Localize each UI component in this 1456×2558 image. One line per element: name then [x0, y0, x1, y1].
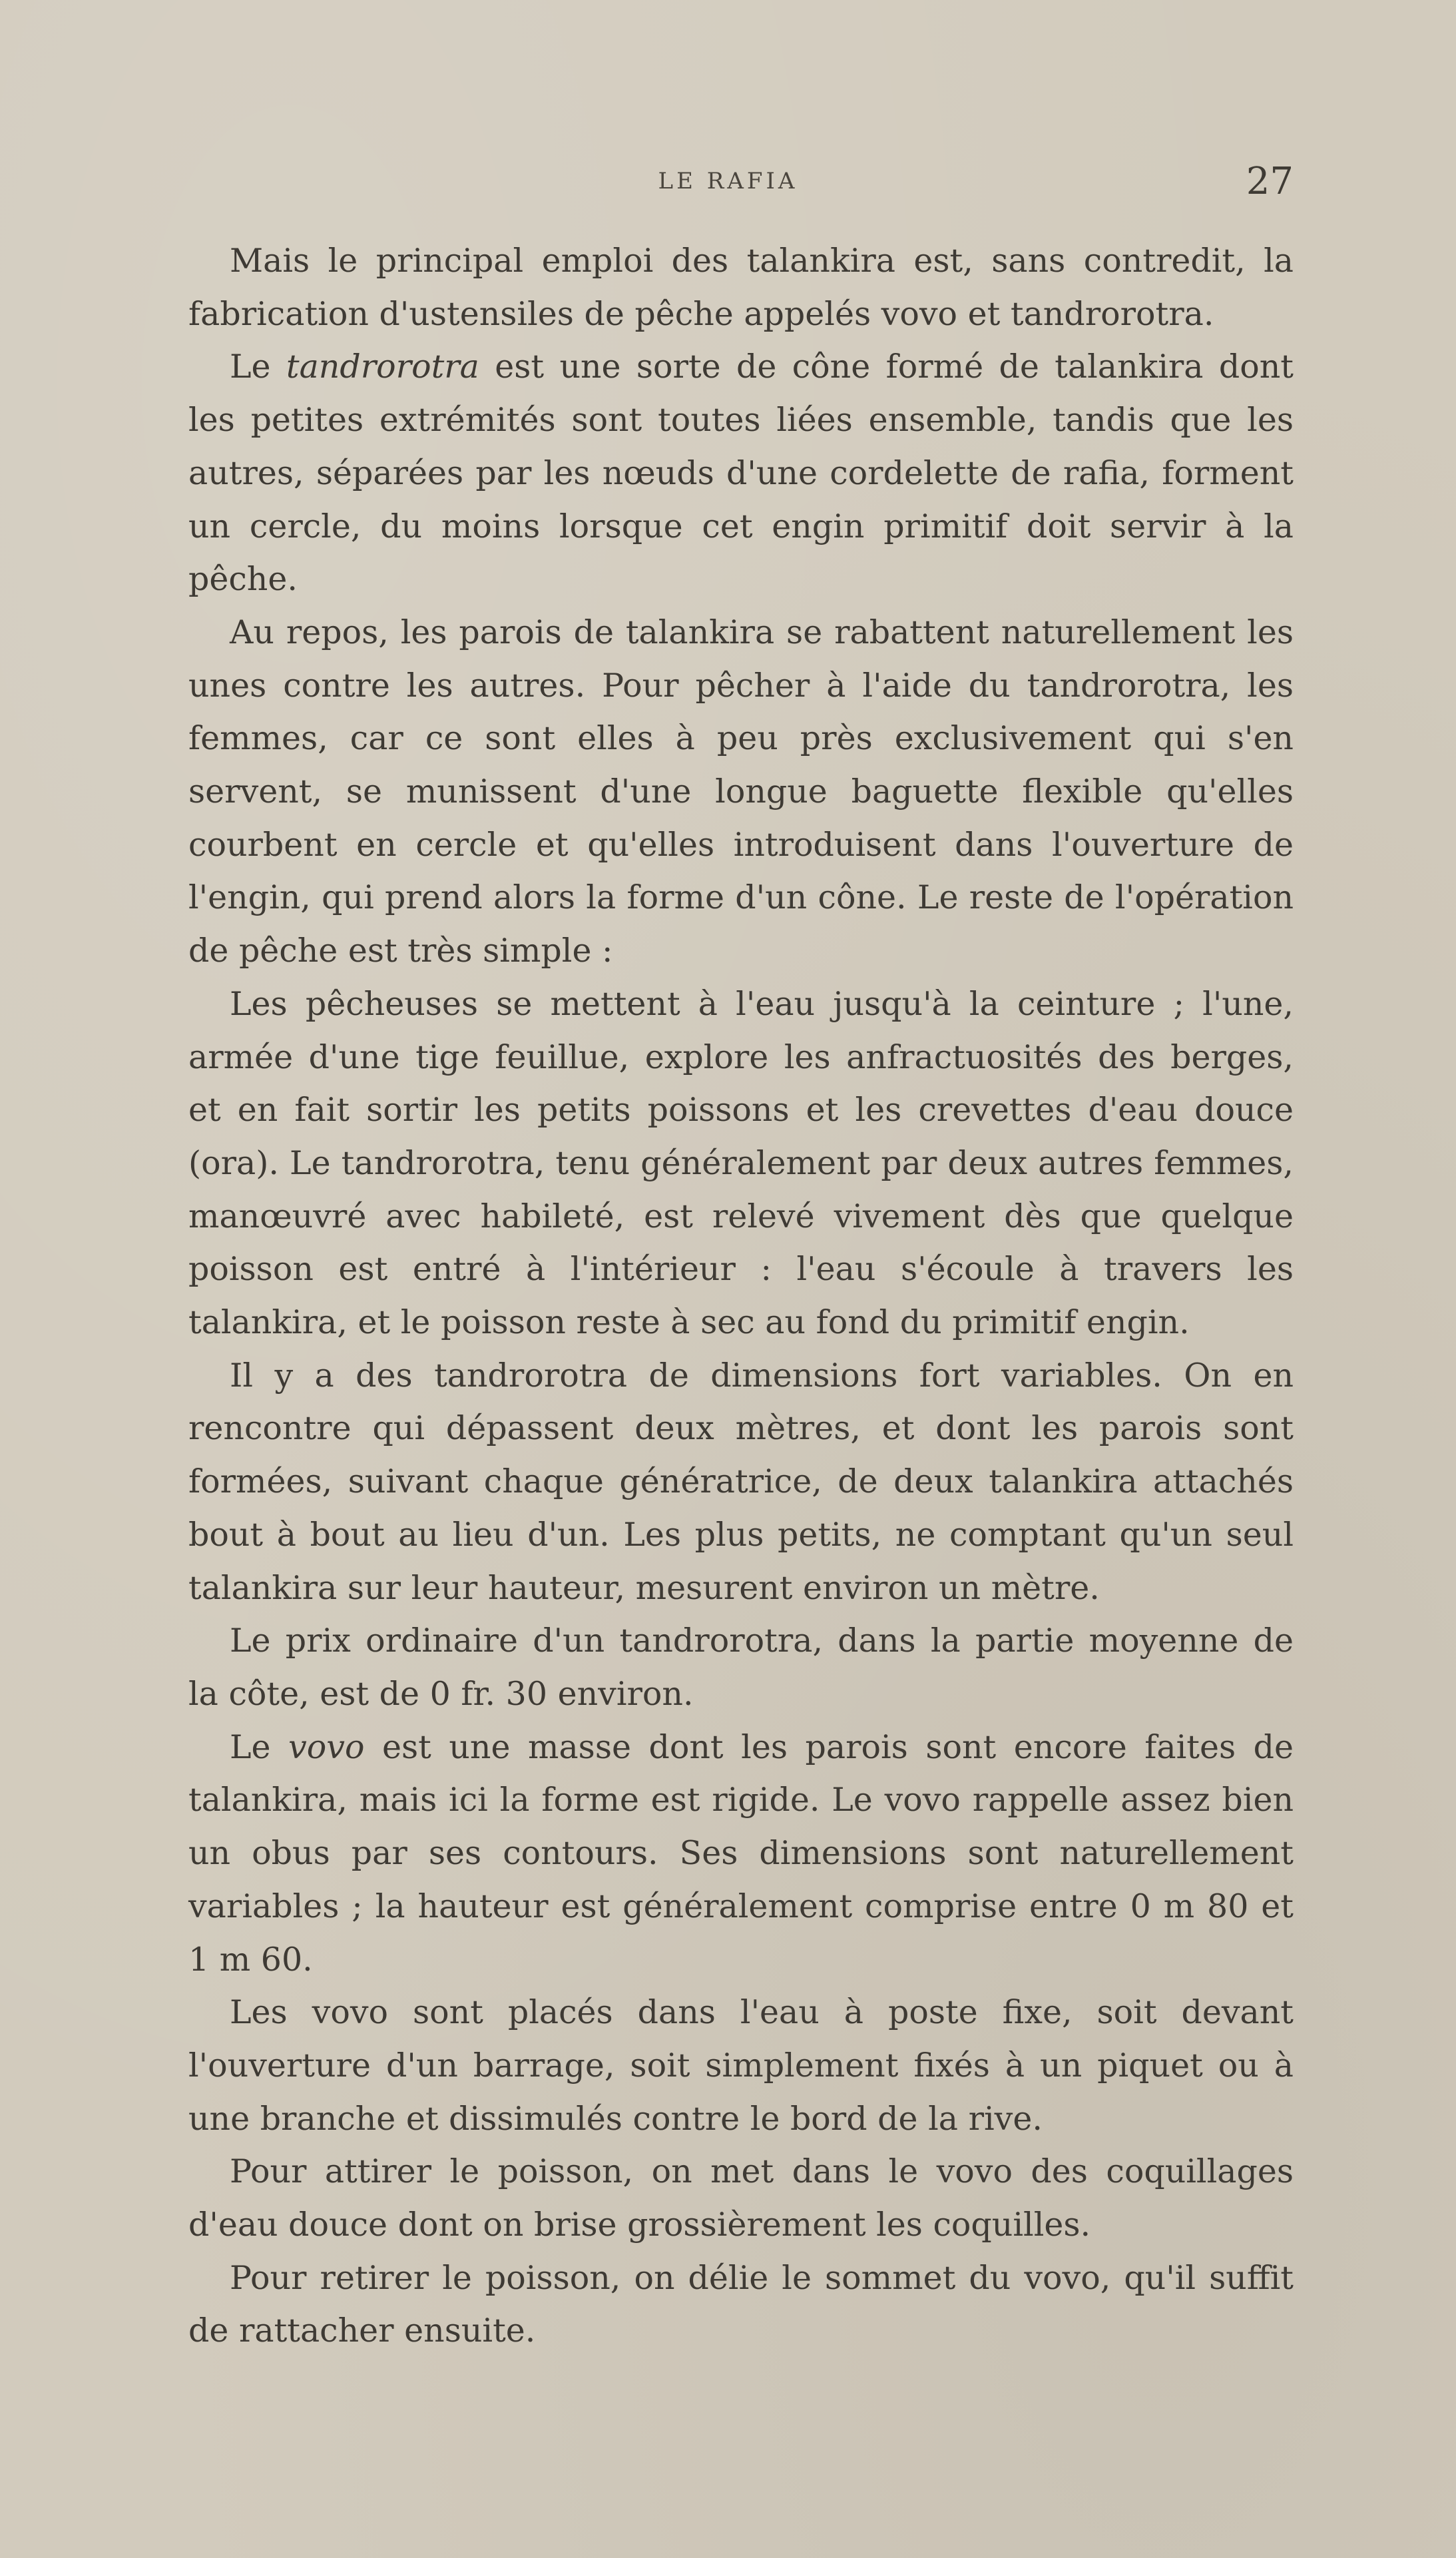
running-title: LE RAFIA — [658, 168, 798, 194]
paragraph-7-rest: est une masse dont les parois sont encore faites de talankira, mais ici la forme est rigide. Le vovo rappelle assez bien un obus par ses contours. Ses dimensions sont naturellement variables ; la hauteur est généralement comprise entre 0 m 80 et 1 m 60. — [188, 1728, 1294, 1979]
paragraph-7 — [188, 1721, 1294, 1987]
page-number: 27 — [1246, 160, 1294, 203]
paragraph-4: Les pêcheuses se mettent à l'eau jusqu'à la ceinture ; l'une, armée d'une tige feuillue, explore les anfractuosités des berges, et en fait sortir les petits poissons et les crevettes d'eau douce (ora). Le tandrorotra, tenu généralement par deux autres femmes, manœuvré avec habileté, est relevé vivement dès que quelque poisson est entré à l'intérieur : l'eau s'écoule à travers les talankira, et le poisson reste à sec au fond du primitif engin. — [188, 984, 1294, 1342]
term-tandrorotra: tandrorotra — [286, 348, 479, 386]
running-head — [0, 160, 1456, 203]
paragraph-2-rest: est une sorte de cône formé de talankira dont les petites extrémités sont toutes liées ensemble, tandis que les autres, séparées par les nœuds d'une cordelette de rafia, forment un cercle, du moins lorsque cet engin primitif doit servir à la pêche. — [188, 348, 1294, 599]
body-text — [188, 234, 1294, 2358]
paragraph-2-lead: Le — [230, 348, 286, 386]
paragraph-6: Le prix ordinaire d'un tandrorotra, dans la partie moyenne de la côte, est de 0 fr. 30 environ. — [188, 1622, 1294, 1713]
paragraph-7-lead: Le — [230, 1728, 289, 1766]
paragraph-3: Au repos, les parois de talankira se rabattent naturellement les unes contre les autres. Pour pêcher à l'aide du tandrorotra, les femmes, car ce sont elles à peu près exclusivement qui s'en servent, se munissent d'une longue baguette flexible qu'elles courbent en cercle et qu'elles introduisent dans l'ouverture de l'engin, qui prend alors la forme d'un cône. Le reste de l'opération de pêche est très simple : — [188, 613, 1294, 970]
paragraph-2 — [188, 340, 1294, 606]
paragraph-5: Il y a des tandrorotra de dimensions fort variables. On en rencontre qui dépassent deux mètres, et dont les parois sont formées, suivant chaque génératrice, de deux talankira attachés bout à bout au lieu d'un. Les plus petits, ne comptant qu'un seul talankira sur leur hauteur, mesurent environ un mètre. — [188, 1356, 1294, 1607]
paragraph-8: Les vovo sont placés dans l'eau à poste fixe, soit devant l'ouverture d'un barrage, soit simplement fixés à un piquet ou à une branche et dissimulés contre le bord de la rive. — [188, 1993, 1294, 2138]
paragraph-9: Pour attirer le poisson, on met dans le vovo des coquillages d'eau douce dont on brise grossièrement les coquilles. — [188, 2152, 1294, 2244]
paragraph-1: Mais le principal emploi des talankira est, sans contredit, la fabrication d'ustensiles de pêche appelés vovo et tandrorotra. — [188, 242, 1294, 333]
paragraph-10: Pour retirer le poisson, on délie le sommet du vovo, qu'il suffit de rattacher ensuite. — [188, 2258, 1294, 2350]
term-vovo: vovo — [288, 1728, 365, 1766]
